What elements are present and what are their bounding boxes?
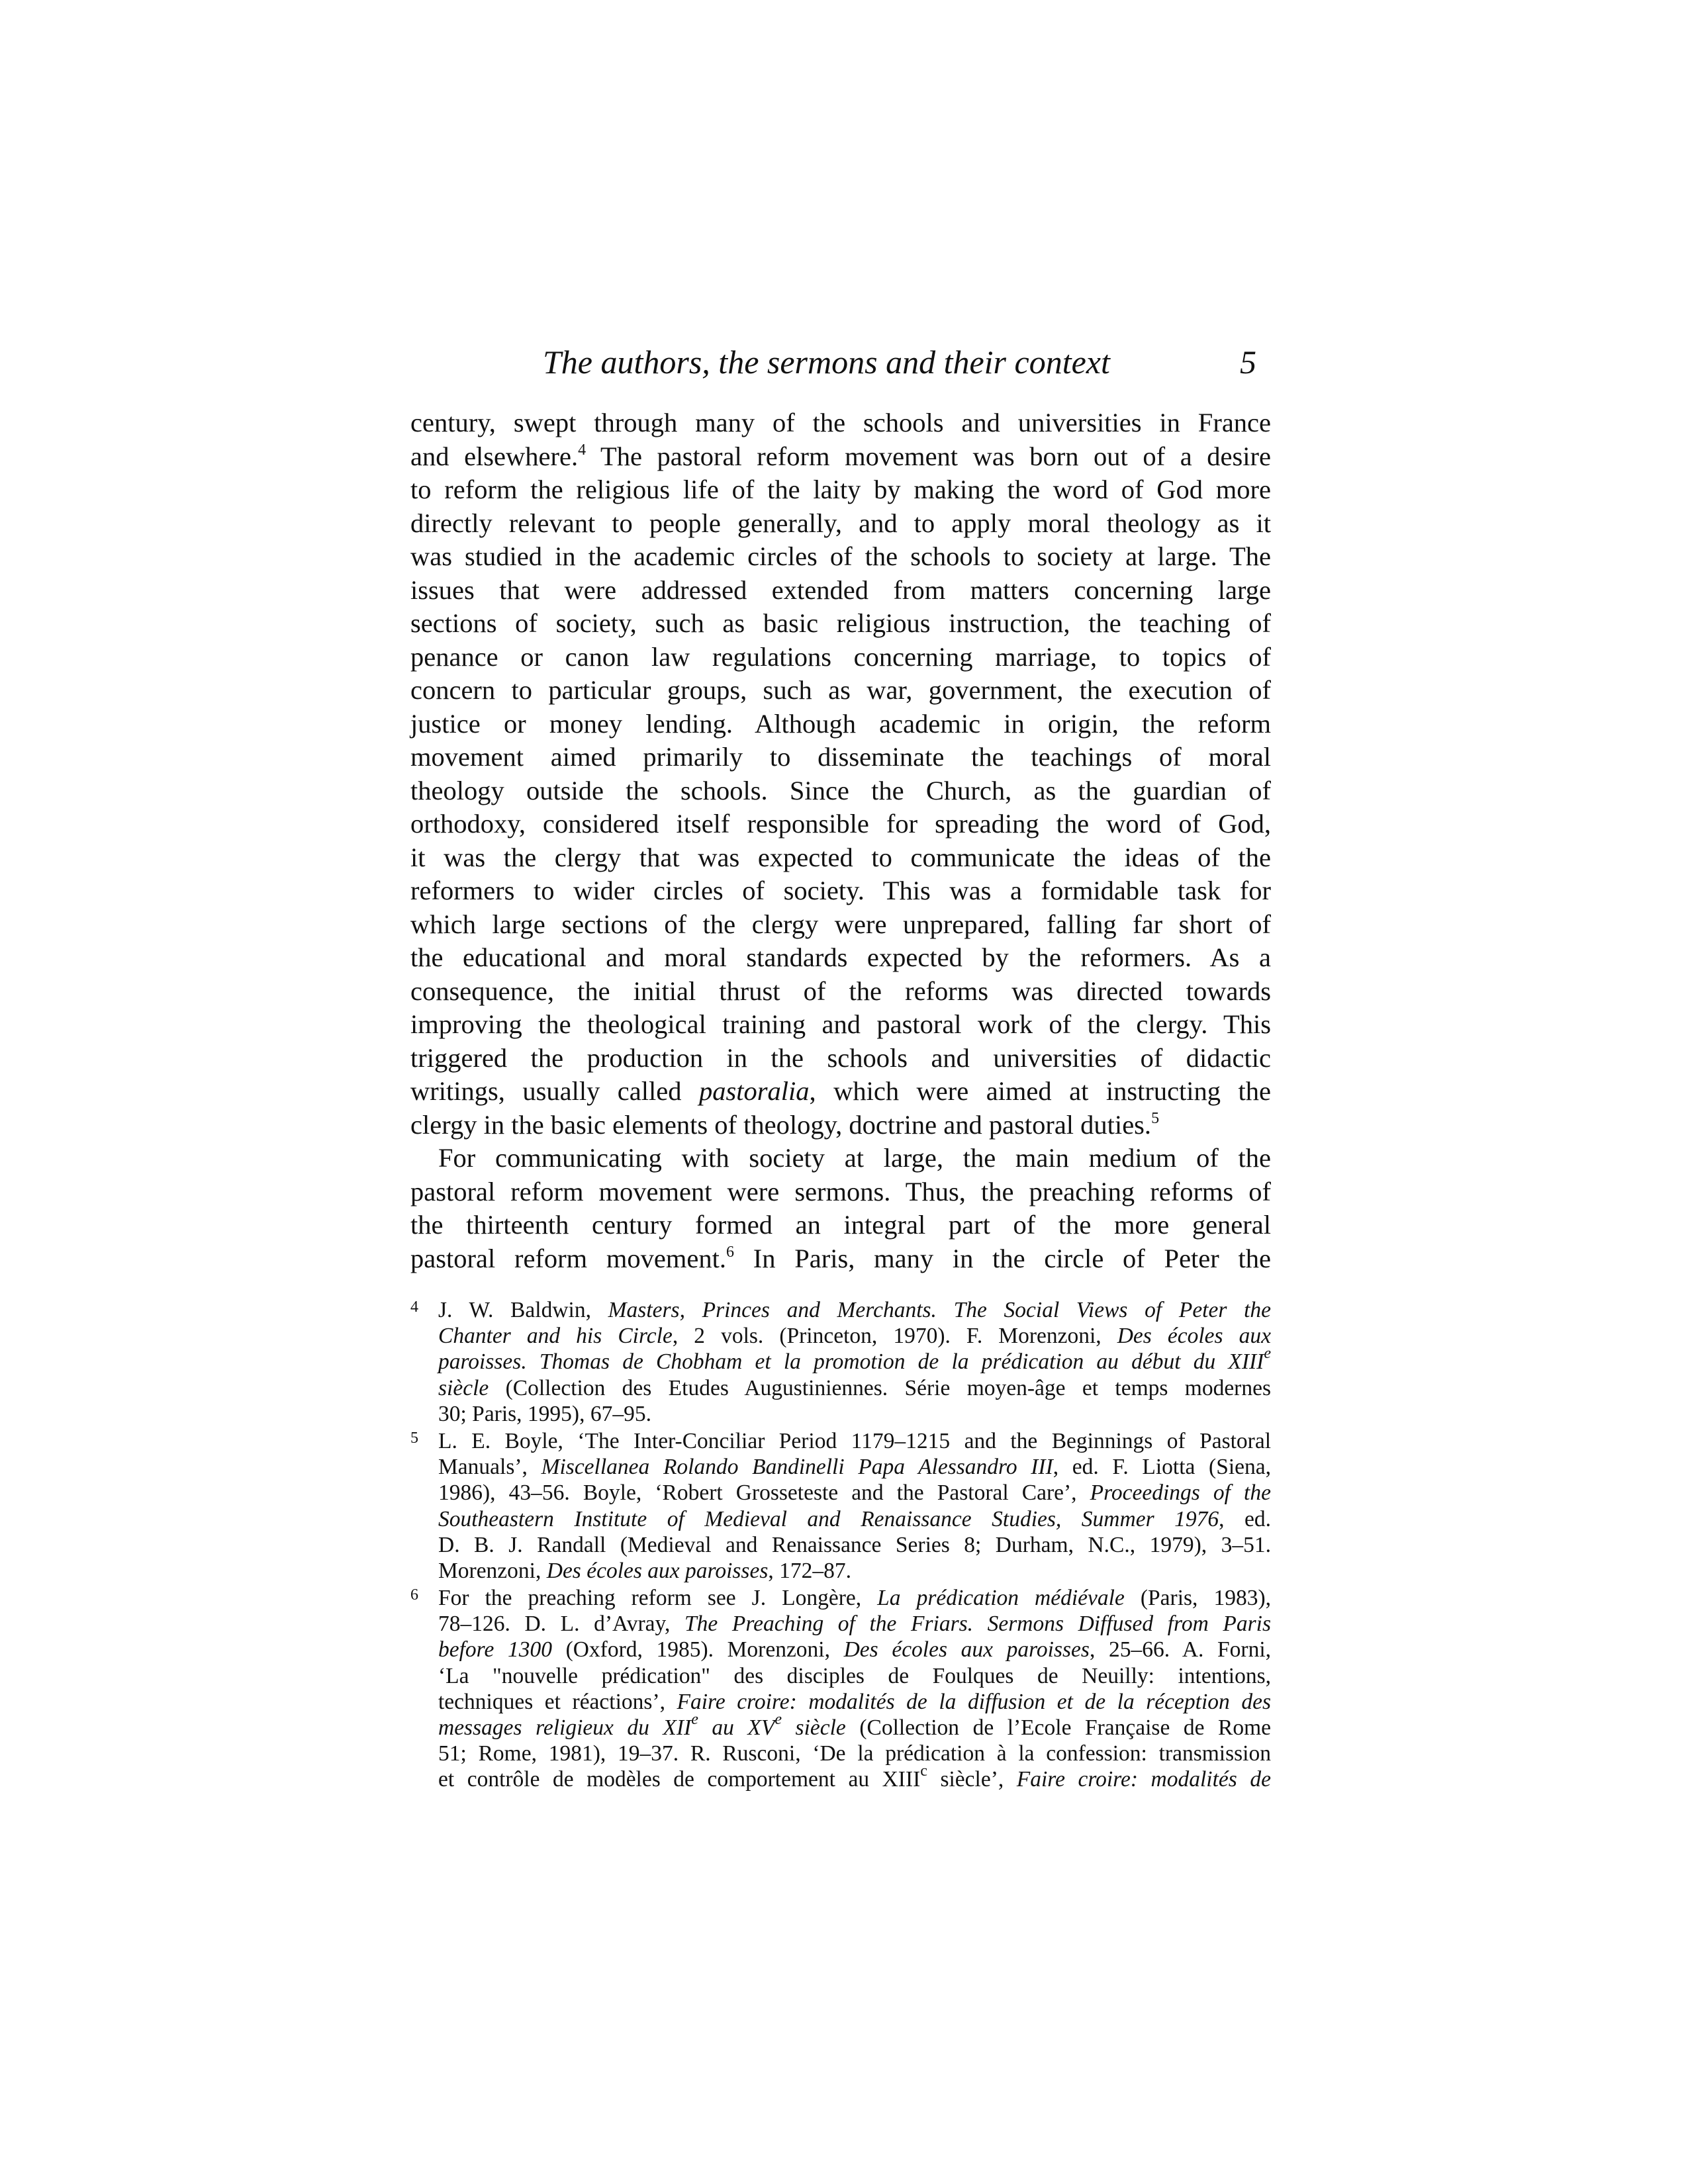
italic-term: pastoralia xyxy=(698,1076,810,1106)
text-line: consequence, the initial thrust of the reforms was directed towards xyxy=(410,976,1271,1006)
page-number: 5 xyxy=(1240,343,1256,381)
footnote-line: ‘La "nouvelle prédication" des disciples de Foulques de Neuilly: intentions, xyxy=(438,1663,1271,1688)
footnote-line: Southeastern Institute of Medieval and Renaissance Studies, Summer 1976, ed. xyxy=(438,1506,1271,1531)
text-line: pastoral reform movement.$^6$ In Paris, many in the circle of Peter the xyxy=(410,1243,1271,1273)
text-line: it was the clergy that was expected to communicate the ideas of the xyxy=(410,842,1271,872)
text-line: improving the theological training and pastoral work of the clergy. This xyxy=(410,1009,1271,1039)
text-line: the educational and moral standards expected by the reformers. As a xyxy=(410,942,1271,972)
footnote-line: L. E. Boyle, ‘The Inter-Conciliar Period 1179–1215 and the Beginnings of Pastoral xyxy=(438,1428,1271,1453)
text-line: justice or money lending. Although academic in origin, the reform xyxy=(410,708,1271,739)
footnote-line: messages religieux du XIIe au XVe siècle (Collection de l’Ecole Française de Rome xyxy=(438,1711,1272,1740)
footnote-line: For the preaching reform see J. Longère, La prédication médiévale (Paris, 1983), xyxy=(438,1586,1271,1611)
footnote-mark: 6 xyxy=(410,1586,418,1604)
text-line: reformers to wider circles of society. This was a formidable task for xyxy=(410,876,1271,905)
footnote-line: 1986), 43–56. Boyle, ‘Robert Grosseteste and the Pastoral Care’, Proceedings of the xyxy=(438,1480,1271,1506)
footnote-line: paroisses. Thomas de Chobham et la promotion de la prédication au début du XIIIe xyxy=(438,1345,1271,1375)
text-line: sections of society, such as basic religious instruction, the teaching of xyxy=(410,608,1271,638)
text-line: movement aimed primarily to disseminate the teachings of moral xyxy=(410,742,1271,772)
text-line: orthodoxy, considered itself responsible for spreading the word of God, xyxy=(410,809,1271,839)
footnote-line: 51; Rome, 1981), 19–37. R. Rusconi, ‘De la prédication à la confession: transmission xyxy=(438,1741,1271,1766)
footnote-ref-4[interactable]: 4 xyxy=(578,441,586,459)
footnote-line: D. B. J. Randall (Medieval and Renaissance Series 8; Durham, N.C., 1979), 3–51. xyxy=(438,1532,1271,1557)
paragraph-1 xyxy=(410,406,1271,1142)
footnote-mark: 5 xyxy=(410,1429,418,1447)
footnote-4 xyxy=(410,1297,1271,1427)
footnotes xyxy=(410,1297,1271,1793)
text-line: theology outside the schools. Since the Church, as the guardian of xyxy=(410,775,1271,805)
footnote-6 xyxy=(410,1585,1271,1793)
text-line: clergy in the basic elements of theology, doctrine and pastoral duties.$^5$ xyxy=(410,1109,1160,1140)
footnote-line: et contrôle de modèles de comportement au XIII$^c$ siècle’, Faire croire: modalités de xyxy=(438,1762,1271,1792)
footnote-line: techniques et réactions’, Faire croire: modalités de la diffusion et de la réception des xyxy=(438,1689,1271,1714)
footnote-line: 78–126. D. L. d’Avray, The Preaching of the Friars. Sermons Diffused from Paris xyxy=(438,1612,1271,1637)
footnote-line: Manuals’, Miscellanea Rolando Bandinelli Papa Alessandro III, ed. F. Liotta (Siena, xyxy=(438,1455,1272,1480)
text-line: the thirteenth century formed an integral part of the more general xyxy=(410,1210,1271,1240)
footnote-line: Chanter and his Circle, 2 vols. (Princeton, 1970). F. Morenzoni, Des écoles aux xyxy=(438,1324,1272,1349)
text-line: concern to particular groups, such as war, government, the execution of xyxy=(410,675,1271,705)
footnote-line: before 1300 (Oxford, 1985). Morenzoni, Des écoles aux paroisses, 25–66. A. Forni, xyxy=(438,1637,1272,1662)
footnote-line: siècle (Collection des Etudes Augustiniennes. Série moyen-âge et temps modernes xyxy=(438,1375,1271,1400)
text-line: and elsewhere.$^4$ The pastoral reform movement was born out of a desire xyxy=(410,441,1271,471)
text-line: which large sections of the clergy were unprepared, falling far short of xyxy=(410,909,1271,939)
text-line: penance or canon law regulations concerning marriage, to topics of xyxy=(410,641,1271,672)
text-line: triggered the production in the schools and universities of didactic xyxy=(410,1042,1271,1073)
paragraph-2 xyxy=(410,1142,1271,1275)
text-line: issues that were addressed extended from matters concerning large xyxy=(410,574,1271,605)
footnote-line: Morenzoni, Des écoles aux paroisses, 172–87. xyxy=(438,1558,851,1583)
text-line: pastoral reform movement were sermons. Thus, the preaching reforms of xyxy=(410,1176,1271,1206)
footnote-ref-6[interactable]: 6 xyxy=(726,1243,734,1261)
text-line: was studied in the academic circles of the schools to society at large. The xyxy=(410,541,1271,571)
text-line: century, swept through many of the schools and universities in France xyxy=(410,408,1271,437)
running-head xyxy=(410,339,1271,385)
footnote-5 xyxy=(410,1428,1271,1584)
text-line: writings, usually called pastoralia, which were aimed at instructing the xyxy=(410,1076,1271,1106)
main-text xyxy=(410,406,1271,1275)
footnote-line: J. W. Baldwin, Masters, Princes and Merchants. The Social Views of Peter the xyxy=(438,1298,1271,1322)
running-title: The authors, the sermons and their context xyxy=(543,343,1110,381)
footnote-line: 30; Paris, 1995), 67–95. xyxy=(438,1401,651,1426)
text-line: directly relevant to people generally, and to apply moral theology as it xyxy=(410,508,1271,538)
text-line: to reform the religious life of the laity by making the word of God more xyxy=(410,475,1271,504)
text-line: For communicating with society at large, the main medium of the xyxy=(438,1143,1271,1173)
footnote-mark: 4 xyxy=(410,1298,418,1316)
footnote-ref-5[interactable]: 5 xyxy=(1151,1109,1160,1127)
